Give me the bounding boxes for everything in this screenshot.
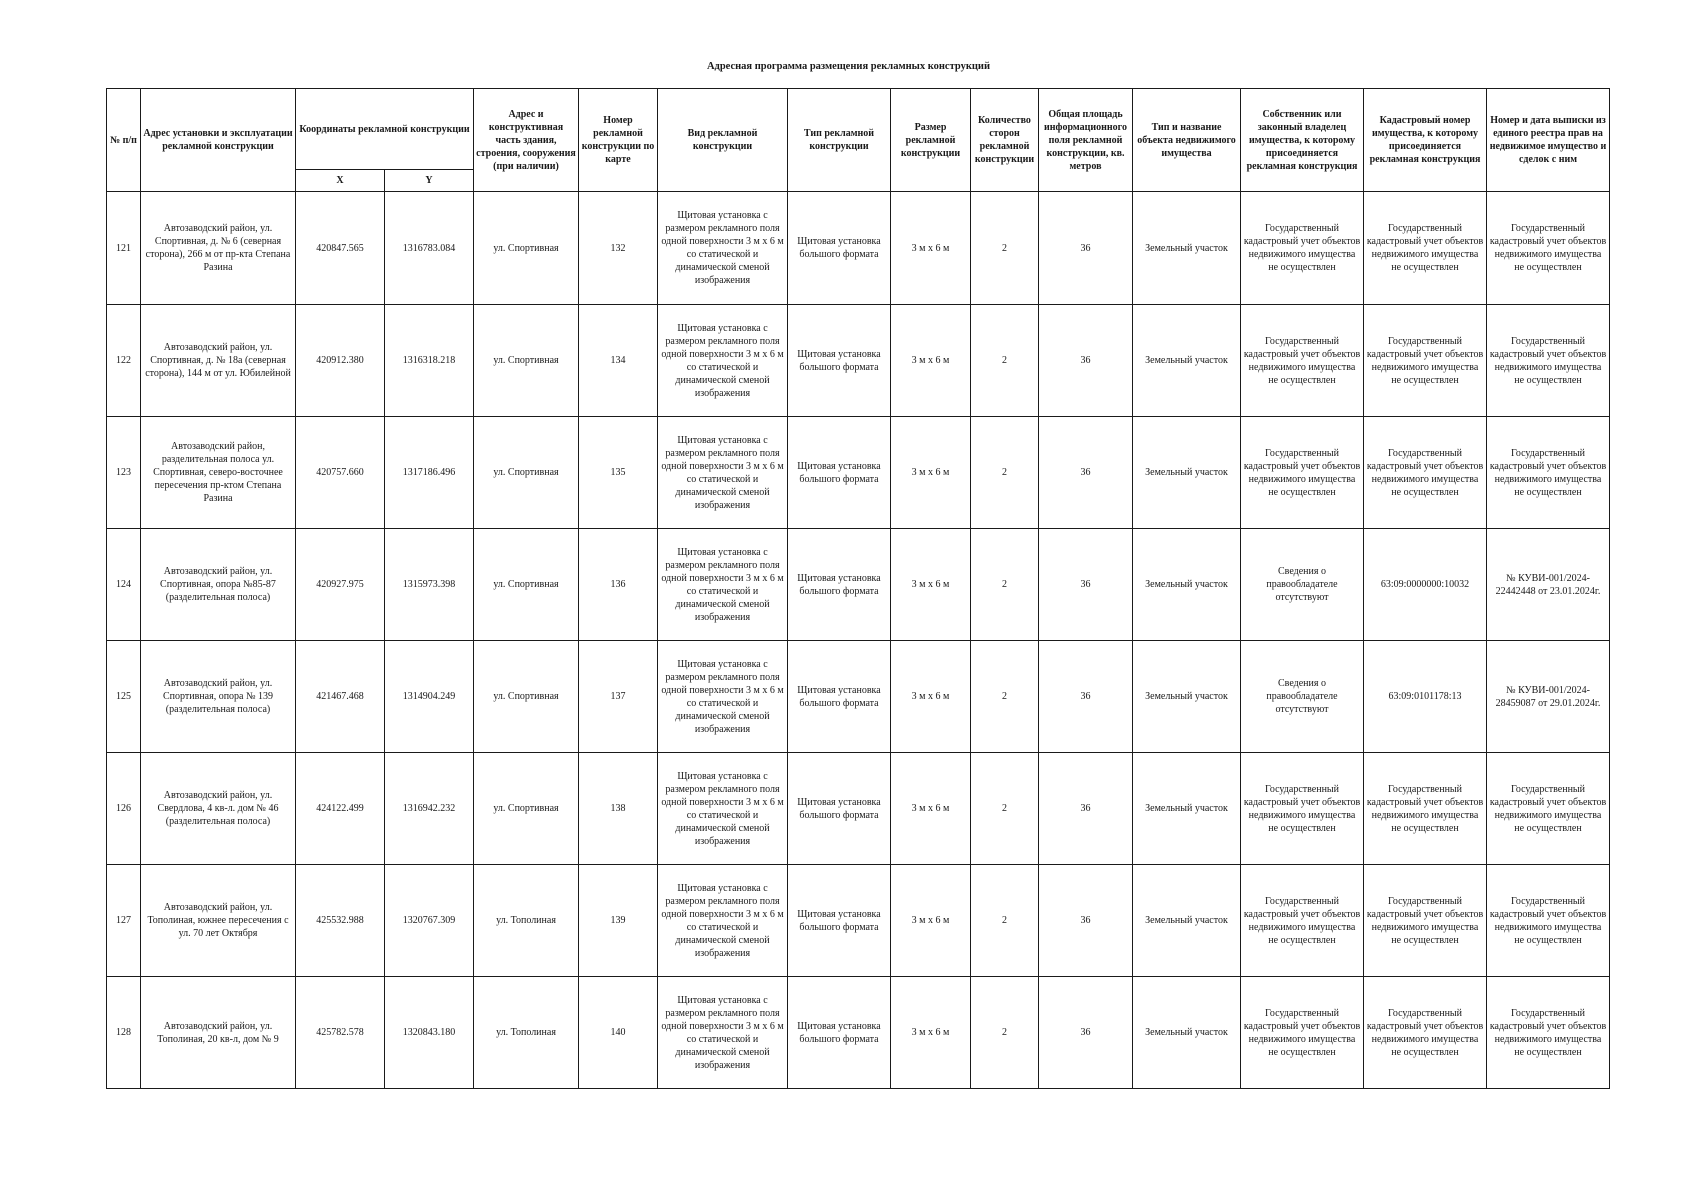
cell-address: Автозаводский район, ул. Тополиная, южнее пересечения с ул. 70 лет Октября xyxy=(141,865,296,977)
cell-kind: Щитовая установка с размером рекламного поля одной поверхности 3 м х 6 м со статической и динамической сменой изображения xyxy=(658,305,788,417)
cell-cadastral: 63:09:0000000:10032 xyxy=(1364,529,1487,641)
cell-area: 36 xyxy=(1039,417,1133,529)
cell-type: Щитовая установка большого формата xyxy=(788,305,891,417)
cell-property-type: Земельный участок xyxy=(1133,305,1241,417)
cell-num: 121 xyxy=(107,192,141,305)
cell-map-number: 140 xyxy=(579,977,658,1089)
table-body xyxy=(107,192,1610,1089)
header-coord-x: X xyxy=(296,170,385,192)
cell-owner: Государственный кадастровый учет объектов недвижимого имущества не осуществлен xyxy=(1241,305,1364,417)
cell-type: Щитовая установка большого формата xyxy=(788,865,891,977)
cell-registry: Государственный кадастровый учет объектов недвижимого имущества не осуществлен xyxy=(1487,865,1610,977)
cell-kind: Щитовая установка с размером рекламного поля одной поверхности 3 м х 6 м со статической и динамической сменой изображения xyxy=(658,977,788,1089)
cell-size: 3 м х 6 м xyxy=(891,529,971,641)
table-row xyxy=(107,641,1610,753)
cell-coord-x: 424122.499 xyxy=(296,753,385,865)
cell-map-number: 138 xyxy=(579,753,658,865)
cell-sides: 2 xyxy=(971,529,1039,641)
cell-size: 3 м х 6 м xyxy=(891,192,971,305)
header-type: Тип рекламной конструкции xyxy=(788,89,891,192)
cell-size: 3 м х 6 м xyxy=(891,753,971,865)
cell-map-number: 135 xyxy=(579,417,658,529)
header-building: Адрес и конструктивная часть здания, строения, сооружения (при наличии) xyxy=(474,89,579,192)
cell-address: Автозаводский район, ул. Спортивная, д. № 18а (северная сторона), 144 м от ул. Юбилейной xyxy=(141,305,296,417)
cell-kind: Щитовая установка с размером рекламного поля одной поверхности 3 м х 6 м со статической и динамической сменой изображения xyxy=(658,865,788,977)
cell-type: Щитовая установка большого формата xyxy=(788,192,891,305)
cell-type: Щитовая установка большого формата xyxy=(788,641,891,753)
cell-cadastral: Государственный кадастровый учет объектов недвижимого имущества не осуществлен xyxy=(1364,865,1487,977)
cell-area: 36 xyxy=(1039,305,1133,417)
cell-size: 3 м х 6 м xyxy=(891,305,971,417)
page-title: Адресная программа размещения рекламных конструкций xyxy=(706,61,991,72)
cell-address: Автозаводский район, ул. Спортивная, опора № 139 (разделительная полоса) xyxy=(141,641,296,753)
cell-building: ул. Спортивная xyxy=(474,641,579,753)
cell-property-type: Земельный участок xyxy=(1133,417,1241,529)
cell-registry: Государственный кадастровый учет объектов недвижимого имущества не осуществлен xyxy=(1487,305,1610,417)
cell-owner: Государственный кадастровый учет объектов недвижимого имущества не осуществлен xyxy=(1241,417,1364,529)
cell-property-type: Земельный участок xyxy=(1133,641,1241,753)
cell-map-number: 134 xyxy=(579,305,658,417)
cell-num: 123 xyxy=(107,417,141,529)
cell-coord-x: 420847.565 xyxy=(296,192,385,305)
cell-coord-y: 1316318.218 xyxy=(385,305,474,417)
header-sides: Количество сторон рекламной конструкции xyxy=(971,89,1039,192)
cell-property-type: Земельный участок xyxy=(1133,192,1241,305)
cell-area: 36 xyxy=(1039,641,1133,753)
cell-building: ул. Спортивная xyxy=(474,305,579,417)
cell-cadastral: Государственный кадастровый учет объектов недвижимого имущества не осуществлен xyxy=(1364,192,1487,305)
cell-address: Автозаводский район, ул. Свердлова, 4 кв-л. дом № 46 (разделительная полоса) xyxy=(141,753,296,865)
cell-cadastral: Государственный кадастровый учет объектов недвижимого имущества не осуществлен xyxy=(1364,417,1487,529)
cell-address: Автозаводский район, ул. Тополиная, 20 кв-л, дом № 9 xyxy=(141,977,296,1089)
header-num: № п/п xyxy=(107,89,141,192)
cell-address: Автозаводский район, ул. Спортивная, д. № 6 (северная сторона), 266 м от пр-кта Степана Разина xyxy=(141,192,296,305)
cell-coord-y: 1316942.232 xyxy=(385,753,474,865)
cell-address: Автозаводский район, разделительная полоса ул. Спортивная, северо-восточнее пересечения пр-ктом Степана Разина xyxy=(141,417,296,529)
cell-kind: Щитовая установка с размером рекламного поля одной поверхности 3 м х 6 м со статической и динамической сменой изображения xyxy=(658,417,788,529)
cell-owner: Государственный кадастровый учет объектов недвижимого имущества не осуществлен xyxy=(1241,865,1364,977)
cell-coord-x: 420927.975 xyxy=(296,529,385,641)
cell-num: 128 xyxy=(107,977,141,1089)
cell-coord-x: 420757.660 xyxy=(296,417,385,529)
cell-coord-y: 1315973.398 xyxy=(385,529,474,641)
header-owner: Собственник или законный владелец имущества, к которому присоединяется рекламная конструкция xyxy=(1241,89,1364,192)
cell-map-number: 139 xyxy=(579,865,658,977)
cell-kind: Щитовая установка с размером рекламного поля одной поверхности 3 м х 6 м со статической и динамической сменой изображения xyxy=(658,192,788,305)
cell-map-number: 137 xyxy=(579,641,658,753)
table-row xyxy=(107,529,1610,641)
cell-building: ул. Тополиная xyxy=(474,977,579,1089)
header-kind: Вид рекламной конструкции xyxy=(658,89,788,192)
table-row xyxy=(107,753,1610,865)
cell-registry: Государственный кадастровый учет объектов недвижимого имущества не осуществлен xyxy=(1487,192,1610,305)
header-coords: Координаты рекламной конструкции xyxy=(296,89,474,170)
cell-type: Щитовая установка большого формата xyxy=(788,753,891,865)
cell-building: ул. Спортивная xyxy=(474,417,579,529)
cell-sides: 2 xyxy=(971,417,1039,529)
cell-building: ул. Спортивная xyxy=(474,529,579,641)
cell-sides: 2 xyxy=(971,977,1039,1089)
cell-owner: Государственный кадастровый учет объектов недвижимого имущества не осуществлен xyxy=(1241,192,1364,305)
cell-num: 124 xyxy=(107,529,141,641)
cell-map-number: 136 xyxy=(579,529,658,641)
header-cadastral: Кадастровый номер имущества, к которому присоединяется рекламная конструкция xyxy=(1364,89,1487,192)
cell-size: 3 м х 6 м xyxy=(891,977,971,1089)
cell-cadastral: Государственный кадастровый учет объектов недвижимого имущества не осуществлен xyxy=(1364,305,1487,417)
cell-registry: Государственный кадастровый учет объектов недвижимого имущества не осуществлен xyxy=(1487,753,1610,865)
cell-coord-y: 1317186.496 xyxy=(385,417,474,529)
header-area: Общая площадь информационного поля рекламной конструкции, кв. метров xyxy=(1039,89,1133,192)
cell-building: ул. Спортивная xyxy=(474,753,579,865)
cell-coord-y: 1314904.249 xyxy=(385,641,474,753)
cell-cadastral: 63:09:0101178:13 xyxy=(1364,641,1487,753)
cell-registry: № КУВИ-001/2024-22442448 от 23.01.2024г. xyxy=(1487,529,1610,641)
cell-property-type: Земельный участок xyxy=(1133,753,1241,865)
cell-type: Щитовая установка большого формата xyxy=(788,417,891,529)
cell-registry: № КУВИ-001/2024-28459087 от 29.01.2024г. xyxy=(1487,641,1610,753)
cell-map-number: 132 xyxy=(579,192,658,305)
cell-owner: Государственный кадастровый учет объектов недвижимого имущества не осуществлен xyxy=(1241,977,1364,1089)
cell-cadastral: Государственный кадастровый учет объектов недвижимого имущества не осуществлен xyxy=(1364,977,1487,1089)
table-row xyxy=(107,192,1610,305)
table-row xyxy=(107,305,1610,417)
cell-sides: 2 xyxy=(971,865,1039,977)
header-size: Размер рекламной конструкции xyxy=(891,89,971,192)
table-row xyxy=(107,865,1610,977)
cell-sides: 2 xyxy=(971,192,1039,305)
cell-num: 125 xyxy=(107,641,141,753)
cell-coord-x: 421467.468 xyxy=(296,641,385,753)
cell-coord-x: 425532.988 xyxy=(296,865,385,977)
cell-area: 36 xyxy=(1039,192,1133,305)
cell-coord-y: 1320767.309 xyxy=(385,865,474,977)
header-property-type: Тип и название объекта недвижимого имущества xyxy=(1133,89,1241,192)
header-coord-y: Y xyxy=(385,170,474,192)
header-map-number: Номер рекламной конструкции по карте xyxy=(579,89,658,192)
cell-address: Автозаводский район, ул. Спортивная, опора №85-87 (разделительная полоса) xyxy=(141,529,296,641)
header-address: Адрес установки и эксплуатации рекламной конструкции xyxy=(141,89,296,192)
cell-num: 126 xyxy=(107,753,141,865)
cell-type: Щитовая установка большого формата xyxy=(788,977,891,1089)
cell-property-type: Земельный участок xyxy=(1133,977,1241,1089)
cell-size: 3 м х 6 м xyxy=(891,865,971,977)
table-row xyxy=(107,977,1610,1089)
cell-size: 3 м х 6 м xyxy=(891,417,971,529)
cell-cadastral: Государственный кадастровый учет объектов недвижимого имущества не осуществлен xyxy=(1364,753,1487,865)
cell-num: 127 xyxy=(107,865,141,977)
cell-registry: Государственный кадастровый учет объектов недвижимого имущества не осуществлен xyxy=(1487,417,1610,529)
table-header xyxy=(107,89,1610,192)
cell-sides: 2 xyxy=(971,305,1039,417)
cell-coord-x: 420912.380 xyxy=(296,305,385,417)
cell-owner: Сведения о правообладателе отсутствуют xyxy=(1241,641,1364,753)
cell-building: ул. Тополиная xyxy=(474,865,579,977)
cell-registry: Государственный кадастровый учет объектов недвижимого имущества не осуществлен xyxy=(1487,977,1610,1089)
cell-kind: Щитовая установка с размером рекламного поля одной поверхности 3 м х 6 м со статической и динамической сменой изображения xyxy=(658,641,788,753)
cell-area: 36 xyxy=(1039,529,1133,641)
cell-owner: Сведения о правообладателе отсутствуют xyxy=(1241,529,1364,641)
cell-area: 36 xyxy=(1039,977,1133,1089)
cell-sides: 2 xyxy=(971,753,1039,865)
header-registry: Номер и дата выписки из единого реестра прав на недвижимое имущество и сделок с ним xyxy=(1487,89,1610,192)
cell-coord-y: 1320843.180 xyxy=(385,977,474,1089)
cell-num: 122 xyxy=(107,305,141,417)
cell-building: ул. Спортивная xyxy=(474,192,579,305)
cell-type: Щитовая установка большого формата xyxy=(788,529,891,641)
cell-kind: Щитовая установка с размером рекламного поля одной поверхности 3 м х 6 м со статической и динамической сменой изображения xyxy=(658,529,788,641)
cell-size: 3 м х 6 м xyxy=(891,641,971,753)
cell-owner: Государственный кадастровый учет объектов недвижимого имущества не осуществлен xyxy=(1241,753,1364,865)
cell-property-type: Земельный участок xyxy=(1133,529,1241,641)
cell-area: 36 xyxy=(1039,753,1133,865)
address-program-table xyxy=(106,88,1610,1089)
cell-sides: 2 xyxy=(971,641,1039,753)
cell-kind: Щитовая установка с размером рекламного поля одной поверхности 3 м х 6 м со статической и динамической сменой изображения xyxy=(658,753,788,865)
cell-area: 36 xyxy=(1039,865,1133,977)
cell-coord-x: 425782.578 xyxy=(296,977,385,1089)
cell-coord-y: 1316783.084 xyxy=(385,192,474,305)
table-row xyxy=(107,417,1610,529)
cell-property-type: Земельный участок xyxy=(1133,865,1241,977)
